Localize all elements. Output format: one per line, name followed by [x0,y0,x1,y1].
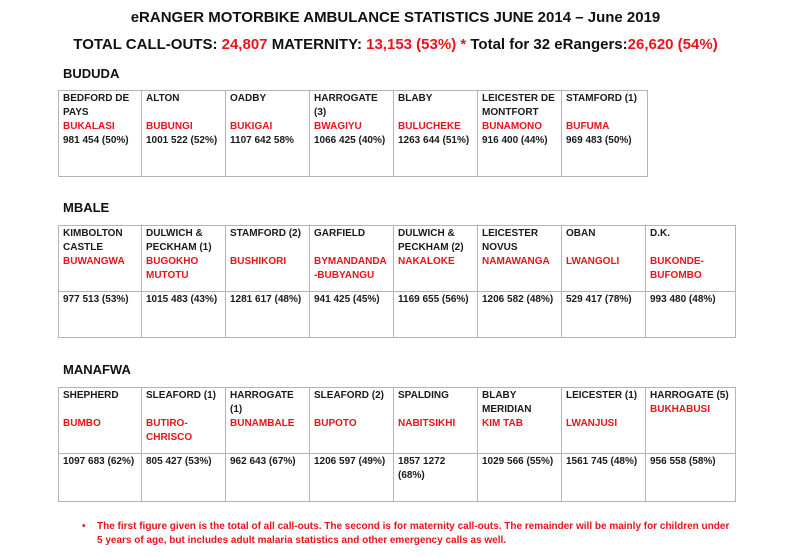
stats-value: 1107 642 58% [230,135,294,146]
stats-value: 529 417 (78%) [566,294,632,305]
total-value: 24,807 [221,36,268,53]
unit-cell [142,91,226,177]
sponsor-name: SLEAFORD (2) [314,390,384,401]
sponsor-name: BLABY MERIDIAN [482,390,532,415]
sponsor-name: LEICESTER DE MONTFORT [482,93,555,118]
unit-cell [478,226,562,292]
place-name: BUKIGAI [230,121,273,132]
unit-cell [394,226,478,292]
region-table-bududa [58,90,648,177]
sponsor-name: OBAN [566,228,596,239]
unit-cell [59,226,142,292]
unit-cell [646,388,736,454]
unit-cell [394,388,478,454]
stats-value: 1015 483 (43%) [146,294,218,305]
place-name: BUSHIKORI [230,256,287,267]
stats-value: 941 425 (45%) [314,294,380,305]
unit-cell [59,388,142,454]
region-table-manafwa [58,387,736,502]
stats-cell [59,292,142,338]
stats-cell [646,454,736,502]
all-erangers-value: 26,620 (54%) [627,36,718,53]
maternity-value: 13,153 (53%) [366,36,457,53]
stats-cell [310,454,394,502]
stats-value: 1206 582 (48%) [482,294,554,305]
stats-value: 1263 644 (51%) [398,135,470,146]
place-name: BUGOKHO MUTOTU [146,256,199,281]
region-table-mbale [58,225,736,338]
sponsor-name: D.K. [650,228,670,239]
place-name: LWANJUSI [566,418,618,429]
place-name: BUPOTO [314,418,357,429]
sponsor-name: LEICESTER (1) [566,390,638,401]
bullet-icon: • [82,521,86,532]
place-name: BUKALASI [63,121,115,132]
stats-value: 1169 655 (56%) [398,294,469,305]
region-title-mbale: MBALE [63,200,110,215]
place-name: BUKHABUSI [650,404,710,415]
stats-value: 916 400 (44%) [482,135,548,146]
place-name: LWANGOLI [566,256,620,267]
stats-cell [310,292,394,338]
place-name: NAMAWANGA [482,256,550,267]
stats-value: 1561 745 (48%) [566,456,638,467]
unit-cell [142,226,226,292]
stats-cell [394,292,478,338]
stats-cell [394,454,478,502]
sponsor-name: HARROGATE (3) [314,93,378,118]
stats-value: 1097 683 (62%) [63,456,135,467]
stats-value: 993 480 (48%) [650,294,716,305]
stats-value: 981 454 (50%) [63,135,129,146]
sponsor-name: LEICESTER NOVUS [482,228,539,253]
place-name: BUBUNGI [146,121,193,132]
place-name: KIM TAB [482,418,523,429]
sponsor-name: SLEAFORD (1) [146,390,216,401]
place-name: BUKONDE-BUFOMBO [650,256,704,281]
stats-cell [646,292,736,338]
sponsor-name: STAMFORD (2) [230,228,301,239]
stats-value: 962 643 (67%) [230,456,296,467]
stats-value: 956 558 (58%) [650,456,716,467]
sponsor-name: ALTON [146,93,180,104]
stats-value: 1066 425 (40%) [314,135,386,146]
sponsor-name: OADBY [230,93,267,104]
sponsor-name: SHEPHERD [63,390,119,401]
stats-cell [562,454,646,502]
stats-value: 969 483 (50%) [566,135,632,146]
unit-cell [59,91,142,177]
unit-cell [562,226,646,292]
sponsor-name: BLABY [398,93,433,104]
totals-line [0,36,791,53]
stats-cell [226,454,310,502]
region-title-bududa: BUDUDA [63,66,120,81]
stats-cell [142,454,226,502]
total-label: TOTAL CALL-OUTS: [73,36,218,53]
unit-cell [226,388,310,454]
place-name: NABITSIKHI [398,418,456,429]
place-name: NAKALOKE [398,256,455,267]
stats-value: 1206 597 (49%) [314,456,386,467]
unit-cell [142,388,226,454]
region-title-manafwa: MANAFWA [63,362,131,377]
unit-cell [478,91,562,177]
stats-cell [226,292,310,338]
asterisk: * [460,36,467,53]
unit-cell [394,91,478,177]
unit-cell [310,91,394,177]
stats-value: 1029 566 (55%) [482,456,554,467]
place-name: BYMANDANDA -BUBYANGU [314,256,387,281]
sponsor-name: BEDFORD DE PAYS [63,93,130,118]
place-name: BUNAMONO [482,121,542,132]
place-name: BUNAMBALE [230,418,295,429]
stats-value: 1001 522 (52%) [146,135,218,146]
stats-value: 977 513 (53%) [63,294,129,305]
stats-cell [478,292,562,338]
unit-cell [478,388,562,454]
place-name: BUMBO [63,418,101,429]
sponsor-name: DULWICH & PECKHAM (1) [146,228,212,253]
place-name: BULUCHEKE [398,121,461,132]
sponsor-name: HARROGATE (1) [230,390,294,415]
unit-cell [562,91,648,177]
maternity-label: MATERNITY: [271,36,362,53]
stats-value: 805 427 (53%) [146,456,212,467]
unit-cell [226,91,310,177]
footnote-text: The first figure given is the total of all call-outs. The second is for maternity call-outs. The remainder will be mainly for children under 5 years of age, but includes adult malaria statistics and other emergency calls as well. [97,521,730,546]
stats-value: 1857 1272 (68%) [398,456,446,481]
unit-cell [310,226,394,292]
stats-value: 1281 617 (48%) [230,294,302,305]
stats-cell [59,454,142,502]
sponsor-name: GARFIELD [314,228,366,239]
place-name: BUTIRO-CHRISCO [146,418,193,443]
unit-cell [226,226,310,292]
stats-cell [562,292,646,338]
sponsor-name: STAMFORD (1) [566,93,637,104]
stats-cell [142,292,226,338]
all-erangers-label: Total for 32 eRangers: [470,36,628,53]
unit-cell [562,388,646,454]
sponsor-name: HARROGATE (5) [650,390,729,401]
place-name: BUWANGWA [63,256,125,267]
sponsor-name: SPALDING [398,390,449,401]
place-name: BUFUMA [566,121,610,132]
stats-cell [478,454,562,502]
unit-cell [310,388,394,454]
sponsor-name: KIMBOLTON CASTLE [63,228,123,253]
page-title: eRANGER MOTORBIKE AMBULANCE STATISTICS JUNE 2014 – June 2019 [130,9,661,26]
place-name: BWAGIYU [314,121,362,132]
sponsor-name: DULWICH & PECKHAM (2) [398,228,464,253]
unit-cell [646,226,736,292]
